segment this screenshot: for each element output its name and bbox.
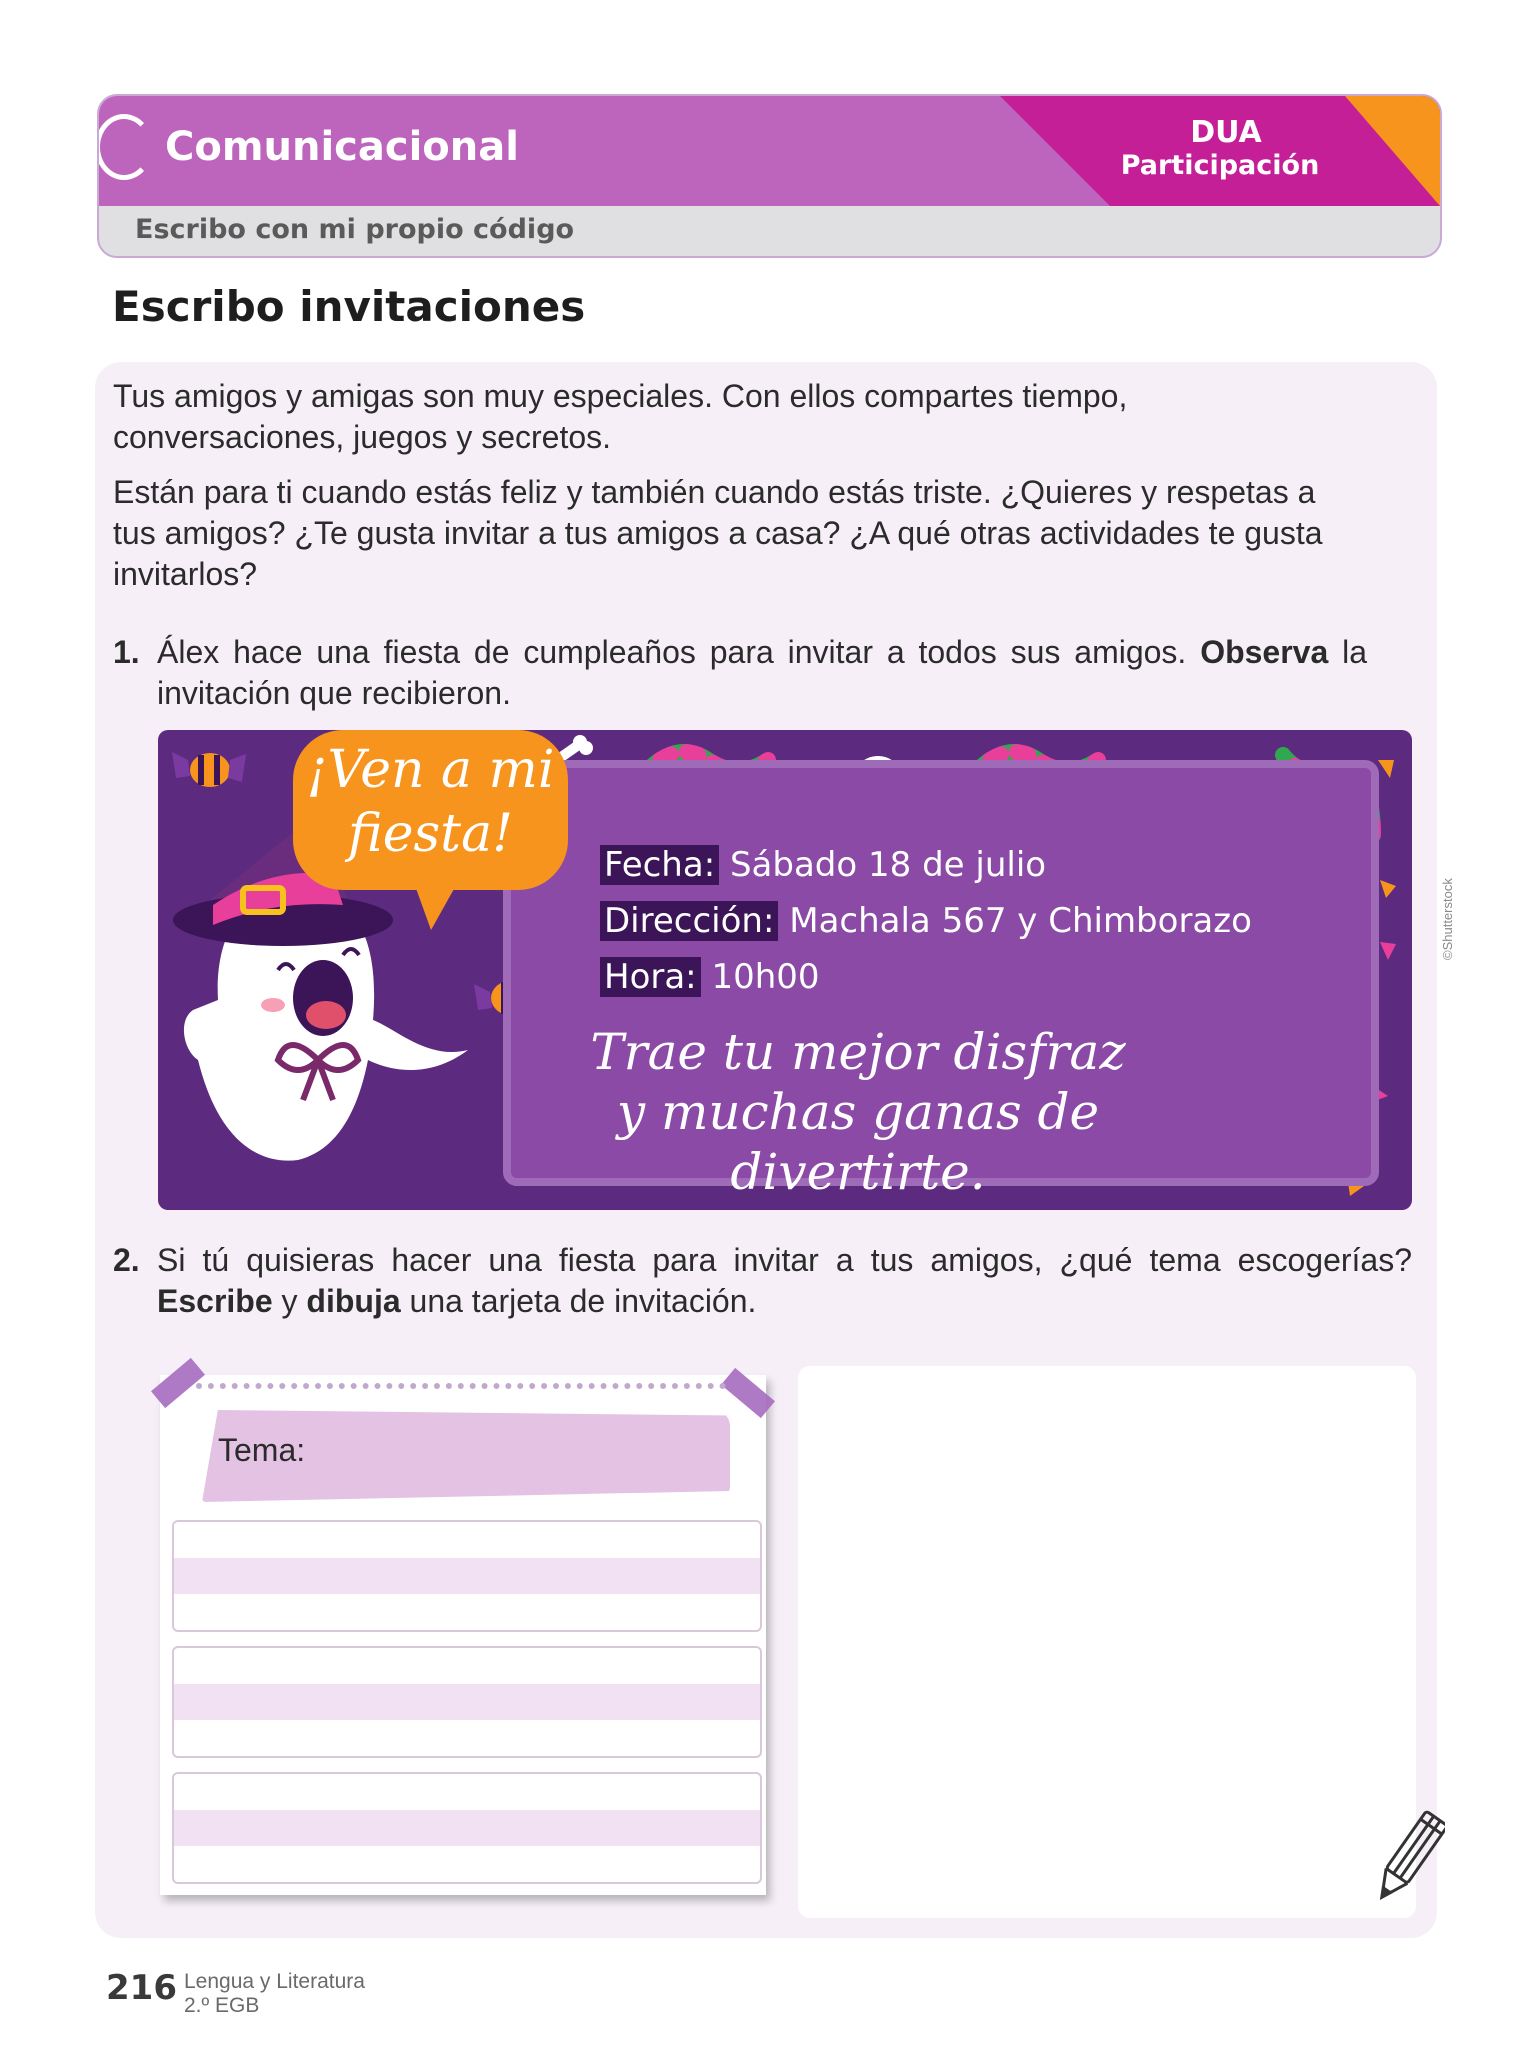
page-number: 216: [106, 1968, 177, 2008]
footer-subject: [184, 1970, 365, 2018]
question-text-b: la invitación que recibieron.: [157, 634, 1368, 711]
writing-line-stripe: [174, 1558, 760, 1594]
question-text-b: y: [281, 1283, 298, 1319]
writing-line-stripe: [174, 1684, 760, 1720]
page-title: Escribo invitaciones: [112, 282, 586, 331]
writing-line-stripe: [174, 1810, 760, 1846]
hora-label: Hora:: [600, 957, 701, 997]
intro-paragraph-2: Están para ti cuando estás feliz y también cuando estás triste. ¿Quieres y respetas a tus amigos? ¿Te gusta invitar a tus amigos a casa? ¿A qué otras actividades te gusta invitarlos?: [113, 474, 1323, 592]
invitation-message-line-2: y muchas ganas de divertirte.: [616, 1083, 1100, 1201]
section-title: Comunicacional: [165, 124, 519, 170]
direccion-value: Machala 567 y Chimborazo: [789, 901, 1252, 941]
writing-lines-1[interactable]: [172, 1520, 762, 1632]
question-number: 1.: [113, 634, 140, 670]
hora-value: 10h00: [711, 957, 820, 997]
question-text-c: una tarjeta de invitación.: [409, 1283, 757, 1319]
invitation-message-line-1: Trae tu mejor disfraz: [590, 1023, 1126, 1081]
grade-label: 2.º EGB: [184, 1994, 260, 2017]
pencil-icon: [1375, 1802, 1445, 1912]
section-banner: [97, 94, 1442, 258]
question-text: [157, 1240, 1412, 1322]
speech-bubble-text: ¡Ven a mi fiesta!: [306, 740, 555, 864]
fecha-value: Sábado 18 de julio: [729, 845, 1047, 885]
subject-name: Lengua y Literatura: [184, 1970, 365, 1993]
intro-paragraph-1: Tus amigos y amigas son muy especiales. Con ellos compartes tiempo, conversaciones, juegos y secretos.: [113, 378, 1128, 455]
question-2: [113, 1240, 1413, 1330]
writing-lines-2[interactable]: [172, 1646, 762, 1758]
invitation-message: [538, 1022, 1178, 1202]
section-c-icon: [97, 114, 153, 180]
image-credit: ©Shutterstock: [1440, 878, 1455, 960]
question-number: 2.: [113, 1242, 140, 1278]
writing-lines-3[interactable]: [172, 1772, 762, 1884]
fecha-label: Fecha:: [600, 845, 719, 885]
question-text: [157, 632, 1367, 714]
invitation-direccion: [600, 901, 1252, 941]
question-verb-write: Escribe: [157, 1283, 273, 1319]
invitation-card-image: [158, 730, 1412, 1210]
section-subtitle: Escribo con mi propio código: [135, 214, 575, 245]
question-text-a: Álex hace una fiesta de cumpleaños para invitar a todos sus amigos.: [157, 634, 1187, 670]
invitation-fecha: [600, 845, 1046, 885]
question-text-a: Si tú quisieras hacer una fiesta para invitar a tus amigos, ¿qué tema escogerías?: [157, 1242, 1412, 1278]
speech-bubble-tail: [413, 880, 459, 930]
question-verb: Observa: [1200, 634, 1329, 670]
candy-icon: [172, 752, 246, 787]
tema-label: Tema:: [218, 1432, 306, 1468]
dua-subtitle: Participación: [1120, 150, 1320, 181]
dua-label: DUA: [1190, 115, 1262, 150]
perforation-dots: [196, 1383, 726, 1389]
question-1: [113, 632, 1373, 722]
direccion-label: Dirección:: [600, 901, 778, 941]
invitation-hora: [600, 957, 820, 997]
drawing-area[interactable]: [798, 1366, 1416, 1918]
question-verb-draw: dibuja: [306, 1283, 401, 1319]
